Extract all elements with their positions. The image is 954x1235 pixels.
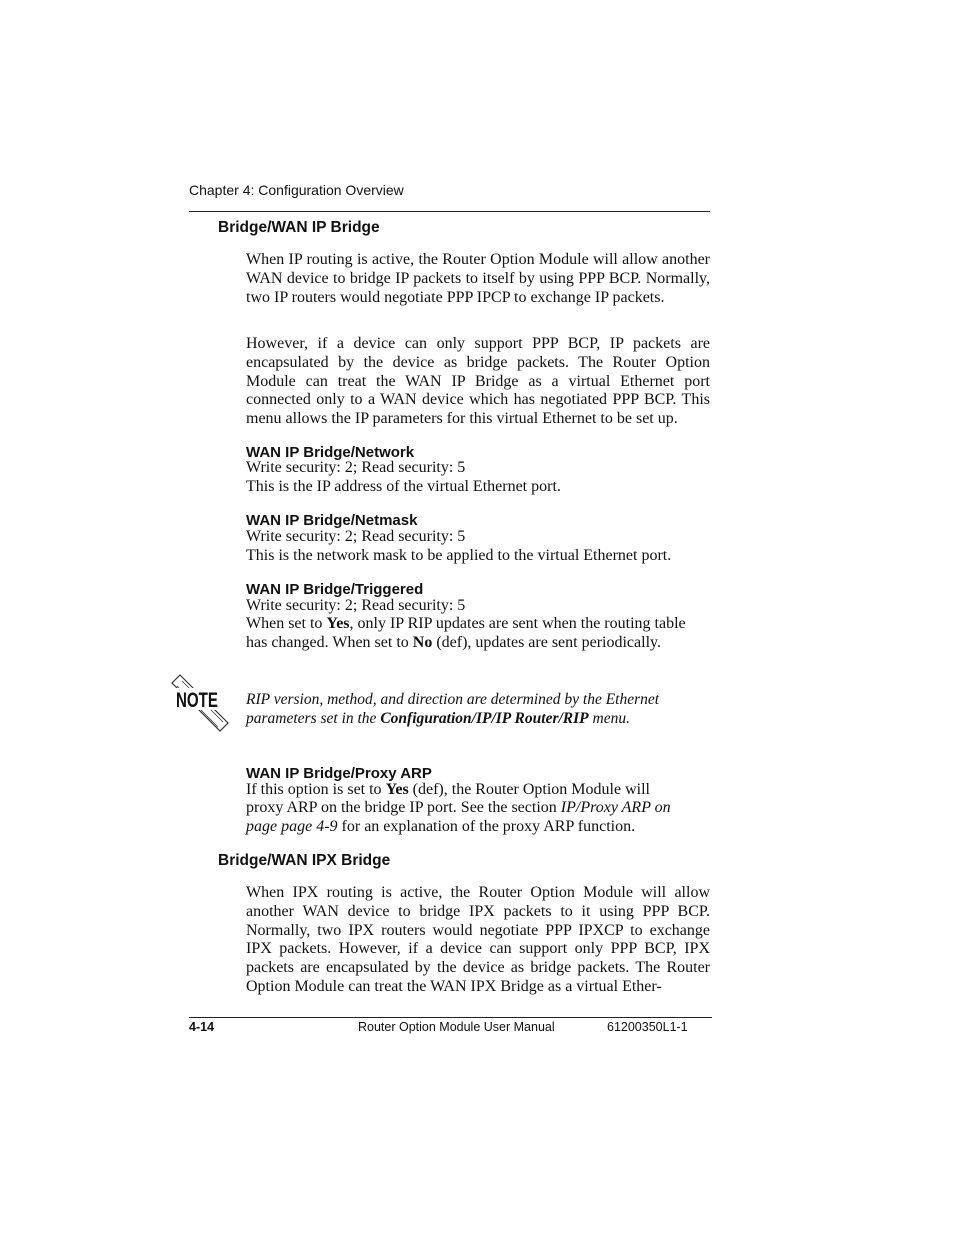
note-label: NOTE — [176, 689, 218, 712]
triggered-yes: Yes — [326, 615, 350, 632]
triggered-line-1: When set to Yes, only IP RIP updates are sent when the routing table — [246, 615, 686, 632]
network-security: Write security: 2; Read security: 5 — [246, 459, 466, 476]
triggered-no: No — [412, 634, 433, 651]
paragraph-ip-bridge-1: When IP routing is active, the Router Option Module will allow another WAN device to bridge IP packets to itself by using PPP BCP. Normally, two IP routers would negotiate PPP IPCP to exchange IP packets. — [246, 251, 710, 306]
proxy-link-2: page page 4-9 — [246, 818, 338, 835]
proxy-line-2: proxy ARP on the bridge IP port. See the section IP/Proxy ARP on — [246, 799, 671, 816]
footer-doc-number: 61200350L1-1 — [607, 1020, 688, 1034]
note-icon — [168, 672, 232, 734]
proxy-link-1: IP/Proxy ARP on — [560, 799, 671, 816]
netmask-security: Write security: 2; Read security: 5 — [246, 528, 466, 545]
triggered-security: Write security: 2; Read security: 5 — [246, 597, 466, 614]
header-rule — [189, 211, 710, 212]
note-menu-path: Configuration/IP/IP Router/RIP — [380, 710, 589, 727]
running-header: Chapter 4: Configuration Overview — [189, 182, 404, 198]
netmask-description: This is the network mask to be applied to the virtual Ethernet port. — [246, 547, 672, 564]
network-description: This is the IP address of the virtual Ethernet port. — [246, 478, 561, 495]
paragraph-ipx-bridge: When IPX routing is active, the Router Option Module will allow another WAN device to bridge IPX packets to it using PPP BCP. Normally, two IPX routers would negotiate PPP IPXCP to exchange IPX packets. However, if a device can support only PPP BCP, IPX packets are encapsulated by the device as bridge packets. The Router Option Module can treat the WAN IPX Bridge as a virtual Ether- — [246, 884, 710, 995]
section-heading-ipx-bridge: Bridge/WAN IPX Bridge — [218, 852, 391, 869]
note-line-2: parameters set in the Configuration/IP/IP Router/RIP menu. — [246, 710, 630, 727]
footer-title: Router Option Module User Manual — [358, 1020, 555, 1034]
subheading-proxy-arp: WAN IP Bridge/Proxy ARP — [246, 765, 432, 782]
note-line-1: RIP version, method, and direction are determined by the Ethernet — [246, 691, 660, 708]
proxy-line-3: page page 4-9 for an explanation of the proxy ARP function. — [246, 818, 636, 835]
subheading-network: WAN IP Bridge/Network — [246, 444, 415, 461]
subheading-netmask: WAN IP Bridge/Netmask — [246, 512, 418, 529]
section-heading-ip-bridge: Bridge/WAN IP Bridge — [218, 219, 380, 236]
paragraph-ip-bridge-2: However, if a device can only support PPP BCP, IP packets are encapsulated by the device as bridge packets. The Router Option Module can treat the WAN IP Bridge as a virtual Ethernet port connected only to a WAN device which has negotiated PPP BCP. This menu allows the IP parameters for this virtual Ethernet to be set up. — [246, 335, 710, 428]
proxy-yes: Yes — [385, 781, 409, 798]
footer-rule — [189, 1017, 712, 1018]
page-number: 4-14 — [189, 1020, 215, 1034]
triggered-line-2: has changed. When set to No (def), updates are sent periodically. — [246, 634, 661, 651]
proxy-line-1: If this option is set to Yes (def), the Router Option Module will — [246, 781, 650, 798]
subheading-triggered: WAN IP Bridge/Triggered — [246, 581, 424, 598]
